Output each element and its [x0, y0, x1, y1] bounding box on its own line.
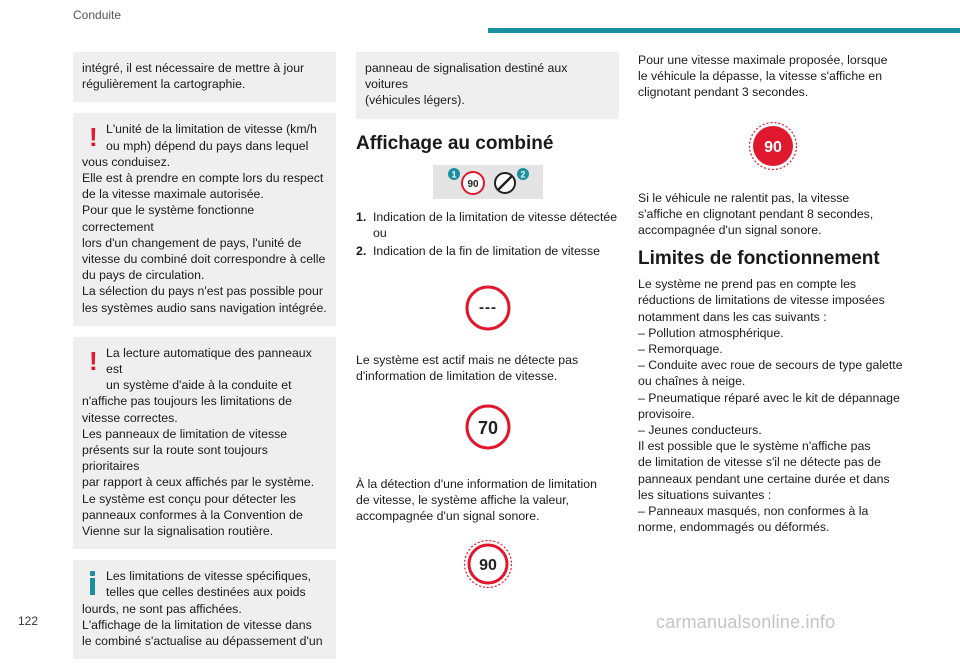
- text-line: de vitesse, le système affiche la valeur,: [356, 492, 570, 507]
- text-line: accompagnée d'un signal sonore.: [356, 509, 540, 524]
- text-line: Pour que le système fonctionne correctement: [82, 203, 255, 234]
- list-number: 2.: [356, 244, 367, 259]
- text-line: clignotant pendant 3 secondes.: [638, 85, 809, 100]
- text-line: les situations suivantes :: [638, 487, 772, 502]
- paragraph-no-slowdown: [638, 190, 908, 239]
- list-item: [356, 243, 619, 259]
- text-line: ou mph) dépend du pays dans lequel: [106, 138, 309, 153]
- text-line: – Jeunes conducteurs.: [638, 423, 762, 438]
- info-box-specific-limits: [73, 560, 336, 659]
- warning-box-reading: [73, 337, 336, 549]
- sign-90-blinking: [638, 121, 908, 171]
- text-line: vous conduisez.: [82, 154, 171, 169]
- text-line: Il est possible que le système n'affiche pas: [638, 439, 871, 454]
- section-heading-limits: Limites de fonctionnement: [638, 248, 880, 270]
- text-line: À la détection d'une information de limitation: [356, 476, 597, 491]
- text-line: – Remorquage.: [638, 342, 723, 357]
- text-line: provisoire.: [638, 406, 695, 421]
- text-line: L'affichage de la limitation de vitesse dans: [82, 617, 312, 632]
- text-line: – Pollution atmosphérique.: [638, 325, 784, 340]
- text-line: telles que celles destinées aux poids: [106, 585, 306, 600]
- text-line: Elle est à prendre en compte lors du respect: [82, 171, 324, 186]
- text-line: panneau de signalisation destiné aux voitures: [365, 61, 568, 92]
- text-line: lors d'un changement de pays, l'unité de: [82, 235, 302, 250]
- text-line: Les limitations de vitesse spécifiques,: [106, 569, 312, 584]
- text-line: réductions de limitations de vitesse imposées: [638, 293, 885, 308]
- text-line: – Panneaux masqués, non conformes à la: [638, 504, 869, 519]
- text-line: Le système ne prend pas en compte les: [638, 277, 857, 292]
- text-line: de limitation de vitesse s'il ne détecte pas de: [638, 455, 881, 470]
- info-icon: [90, 571, 96, 595]
- text-line: Les panneaux de limitation de vitesse: [82, 426, 288, 441]
- text-line: – Conduite avec roue de secours de type galette: [638, 358, 903, 373]
- speed-70-sign-icon: [465, 404, 511, 450]
- sign-70: [356, 404, 619, 450]
- text-line: Le système est conçu pour détecter les: [82, 491, 296, 506]
- text-line: lourds, ne sont pas affichées.: [82, 601, 242, 616]
- warning-box-unit: [73, 113, 336, 325]
- text-line: La sélection du pays n'est pas possible pour: [82, 284, 323, 299]
- sign-90-filled-text: 90: [764, 138, 782, 156]
- sign-no-info: [356, 285, 619, 331]
- no-limit-sign-icon: [465, 285, 511, 331]
- speed-90-alert-sign-icon: [463, 539, 513, 589]
- text-line: du pays de circulation.: [82, 268, 205, 283]
- text-line: Indication de la limitation de vitesse détectée: [373, 209, 618, 224]
- text-line: (véhicules légers).: [365, 93, 465, 108]
- text-line: d'information de limitation de vitesse.: [356, 369, 558, 384]
- section-heading-display: Affichage au combiné: [356, 132, 554, 154]
- text-line: ou: [373, 225, 387, 240]
- text-line: le combiné s'actualise au dépassement d'un: [82, 634, 323, 649]
- text-line: le véhicule la dépasse, la vitesse s'affiche en: [638, 69, 883, 84]
- warning-icon: !: [89, 345, 98, 376]
- cluster-illustration: [356, 165, 619, 199]
- text-line: s'affiche en clignotant pendant 8 secondes,: [638, 206, 874, 221]
- text-line: Le système est actif mais ne détecte pas: [356, 353, 579, 368]
- note-box-cartography: [73, 52, 336, 102]
- cluster-display-figure: [433, 165, 543, 199]
- info-box-continued: [356, 52, 619, 119]
- text-line: panneaux conformes à la Convention de: [82, 507, 303, 522]
- text-line: panneaux pendant une certaine durée et dans: [638, 471, 890, 486]
- text-line: vitesse du combiné doit correspondre à celle: [82, 252, 326, 267]
- text-line: notamment dans les cas suivants :: [638, 309, 827, 324]
- sign-90-text: 90: [478, 557, 497, 575]
- text-line: Indication de la fin de limitation de vitesse: [373, 244, 600, 259]
- sign-90-sound: [356, 539, 619, 589]
- text-line: L'unité de la limitation de vitesse (km/h: [106, 122, 317, 137]
- badge-one-text: 1: [450, 169, 457, 180]
- text-line: les systèmes audio sans navigation intégrée.: [82, 300, 327, 315]
- text-line: vitesse correctes.: [82, 410, 178, 425]
- paragraph-limits: [638, 276, 908, 535]
- text-line: n'affiche pas toujours les limitations de: [82, 394, 292, 409]
- paragraph-max-speed: [638, 52, 908, 101]
- header-accent-bar: [488, 28, 960, 33]
- text-line: présents sur la route sont toujours prioritaires: [82, 443, 268, 474]
- text-line: intégré, il est nécessaire de mettre à jour: [82, 61, 305, 75]
- text-line: de la vitesse maximale autorisée.: [82, 187, 264, 202]
- warning-icon: !: [89, 122, 98, 153]
- speed-90-filled-sign-icon: [748, 121, 798, 171]
- column-left: [73, 52, 336, 670]
- text-line: La lecture automatique des panneaux est: [106, 345, 312, 377]
- sign-dashes-text: ---: [478, 299, 497, 317]
- text-line: par rapport à ceux affichés par le système.: [82, 475, 315, 490]
- badge-two-text: 2: [519, 169, 526, 180]
- text-line: ou chaînes à neige.: [638, 374, 746, 389]
- sign-70-text: 70: [477, 417, 498, 438]
- column-right: [638, 52, 908, 535]
- text-line: accompagnée d'un signal sonore.: [638, 223, 822, 238]
- sign-value-text: 90: [466, 178, 479, 190]
- list-item: [356, 209, 619, 241]
- text-line: un système d'aide à la conduite et: [106, 378, 292, 393]
- column-middle: [356, 52, 619, 589]
- text-line: Pour une vitesse maximale proposée, lorsque: [638, 53, 888, 67]
- text-line: – Pneumatique réparé avec le kit de dépannage: [638, 390, 900, 405]
- paragraph-detection: [356, 476, 619, 525]
- paragraph-no-info: [356, 352, 619, 384]
- section-title: Conduite: [73, 8, 122, 22]
- text-line: Vienne sur la signalisation routière.: [82, 524, 274, 539]
- page-number: 122: [18, 614, 39, 628]
- text-line: régulièrement la cartographie.: [82, 77, 246, 92]
- text-line: Si le véhicule ne ralentit pas, la vitesse: [638, 190, 850, 205]
- list-number: 1.: [356, 209, 367, 224]
- text-line: norme, endommagés ou déformés.: [638, 520, 830, 535]
- watermark-link[interactable]: carmanualsonline.info: [656, 612, 836, 632]
